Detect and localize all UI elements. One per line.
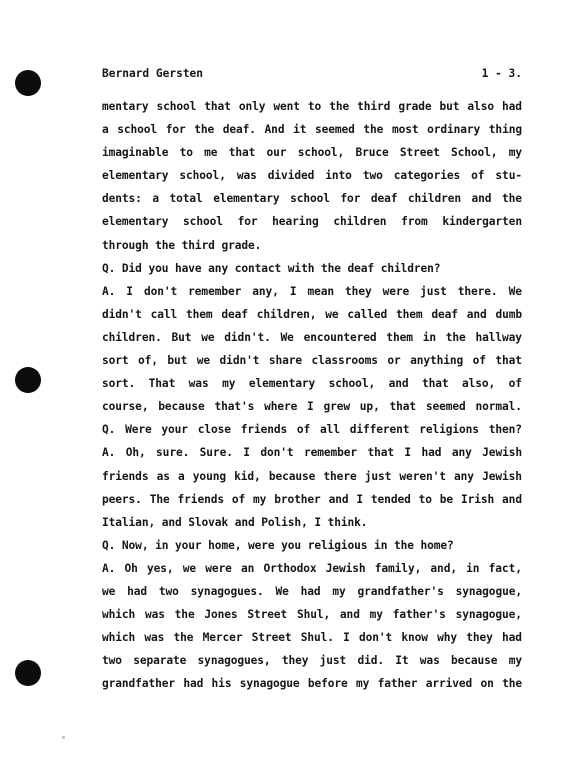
transcript-line: Italian, and Slovak and Polish, I think.: [102, 515, 368, 529]
transcript-line: grandfather had his synagogue before my father arrived on the: [102, 677, 522, 691]
transcript-line: sort. That was my elementary school, and that also, of: [102, 377, 522, 391]
transcript-line: didn't call them deaf children, we called them deaf and dumb: [102, 307, 522, 321]
transcript-body: [102, 95, 522, 695]
transcript-line: through the third grade.: [102, 238, 262, 252]
transcript-line: sort of, but we didn't share classrooms or anything of that: [102, 354, 522, 368]
transcript-line: A. Oh, sure. Sure. I don't remember that I had any Jewish: [102, 446, 522, 460]
transcript-line: we had two synagogues. We had my grandfather's synagogue,: [102, 584, 522, 598]
binder-hole-middle: [15, 367, 41, 393]
transcript-line: Q. Did you have any contact with the deaf children?: [102, 261, 441, 275]
transcript-line: peers. The friends of my brother and I tended to be Irish and: [102, 492, 522, 506]
transcript-line: elementary school for hearing children from kindergarten: [102, 215, 522, 229]
transcript-line: a school for the deaf. And it seemed the most ordinary thing: [102, 123, 522, 137]
transcript-line: elementary school, was divided into two categories of stu-: [102, 169, 522, 183]
transcript-line: A. Oh yes, we were an Orthodox Jewish family, and, in fact,: [102, 561, 522, 575]
transcript-line: course, because that's where I grew up, that seemed normal.: [102, 400, 522, 414]
transcript-line: imaginable to me that our school, Bruce Street School, my: [102, 146, 522, 160]
binder-hole-top: [15, 70, 41, 96]
page-number: 1 - 3.: [481, 67, 522, 80]
transcript-line: Q. Now, in your home, were you religious in the home?: [102, 538, 454, 552]
scan-speck: [62, 736, 65, 739]
transcript-line: which was the Jones Street Shul, and my father's synagogue,: [102, 608, 522, 622]
transcript-line: A. I don't remember any, I mean they were just there. We: [102, 284, 522, 298]
transcript-line: Q. Were your close friends of all different religions then?: [102, 423, 522, 437]
transcript-line: which was the Mercer Street Shul. I don't know why they had: [102, 631, 522, 645]
transcript-line: friends as a young kid, because there just weren't any Jewish: [102, 469, 522, 483]
transcript-line: dents: a total elementary school for deaf children and the: [102, 192, 522, 206]
transcript-line: mentary school that only went to the third grade but also had: [102, 100, 522, 113]
binder-hole-bottom: [15, 660, 41, 686]
transcript-line: children. But we didn't. We encountered them in the hallway: [102, 330, 522, 344]
transcript-line: two separate synagogues, they just did. It was because my: [102, 654, 522, 668]
interviewee-name: Bernard Gersten: [102, 67, 204, 80]
